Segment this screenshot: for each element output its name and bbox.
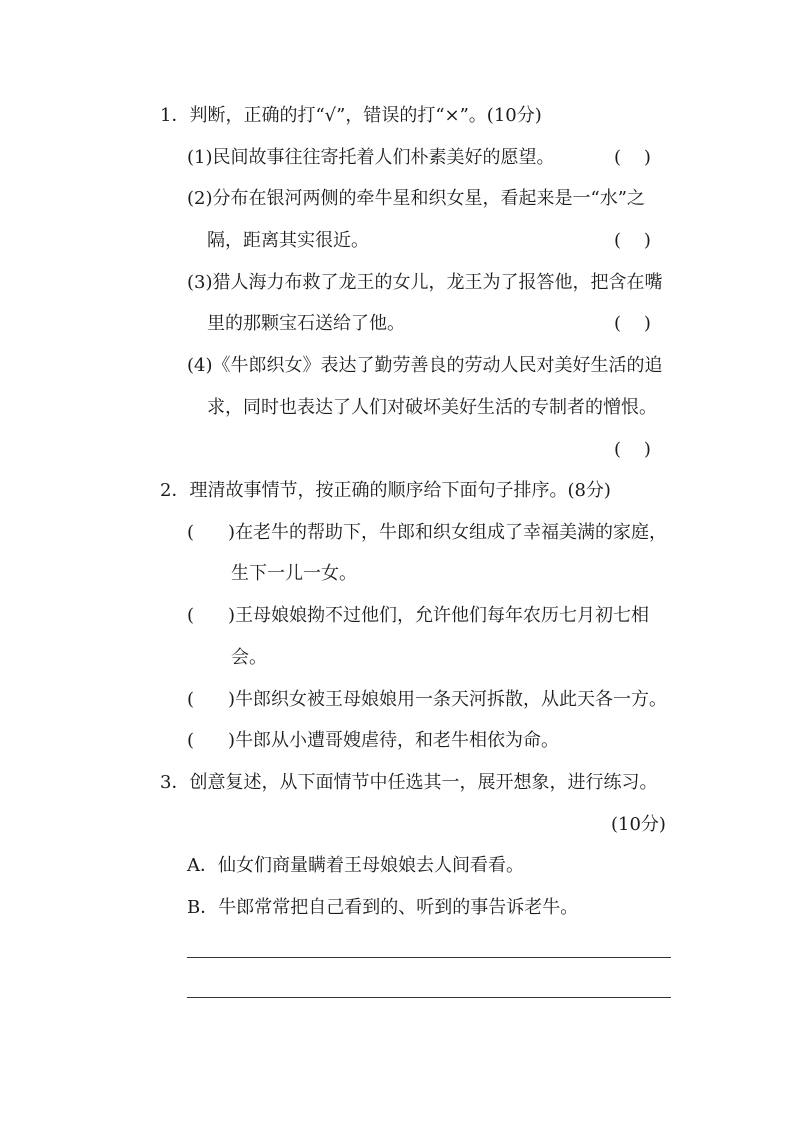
q2-item-4-close-paren: ) [228,730,236,751]
q1-item-1-answer-blank[interactable]: ( ) [614,147,651,168]
answer-line-1[interactable] [187,957,671,958]
q3-option-a-label: A． [187,855,218,876]
q1-item-2-line2: 隔，距离其实很近。 [207,230,369,251]
question-2-text: 理清故事情节，按正确的顺序给下面句子排序。(8分) [189,480,611,501]
q2-item-3-line1: 牛郎织女被王母娘娘用一条天河拆散，从此天各一方。 [235,689,668,710]
q2-item-3-close-paren: ) [228,689,236,710]
q2-item-1 [187,521,667,545]
q1-item-1: (1)民间故事往往寄托着人们朴素美好的愿望。 [187,147,555,168]
q1-item-3-line1: (3)猎人海力布救了龙王的女儿，龙王为了报答他，把含在嘴 [187,272,663,293]
q1-item-3-answer-blank[interactable]: ( ) [614,313,651,334]
question-2-prompt [160,479,611,503]
q1-item-4-line2: 求，同时也表达了人们对破坏美好生活的专制者的憎恨。 [207,397,657,418]
question-3-text: 创意复述，从下面情节中任选其一，展开想象，进行练习。 [189,772,658,793]
q3-option-a [187,854,524,878]
q3-option-a-text: 仙女们商量瞒着王母娘娘去人间看看。 [218,855,524,876]
q2-item-2 [187,604,649,628]
q2-item-2-line1: 王母娘娘拗不过他们，允许他们每年农历七月初七相 [235,605,650,626]
q2-item-4-line1: 牛郎从小遭哥嫂虐待，和老牛相依为命。 [235,730,560,751]
q1-item-4-line1: (4)《牛郎织女》表达了勤劳善良的劳动人民对美好生活的追 [187,355,663,376]
q2-item-1-open-paren[interactable]: ( [187,522,195,543]
q1-item-3-line2: 里的那颗宝石送给了他。 [207,313,405,334]
q2-item-1-line2: 生下一儿一女。 [231,563,357,584]
q2-item-1-line1: 在老牛的帮助下，牛郎和织女组成了幸福美满的家庭， [235,522,668,543]
q2-item-2-close-paren: ) [228,605,236,626]
q2-item-2-open-paren[interactable]: ( [187,605,195,626]
q2-item-1-close-paren: ) [228,522,236,543]
q3-option-b [187,896,578,920]
question-3-score: (10分) [611,814,666,835]
question-2-number: 2． [160,480,190,501]
q3-option-b-text: 牛郎常常把自己看到的、听到的事告诉老牛。 [218,897,579,918]
question-1-text: 判断，正确的打“√”，错误的打“×”。(10分) [189,105,542,126]
question-3-prompt [160,771,657,795]
answer-line-2[interactable] [187,997,671,998]
q2-item-3 [187,688,667,712]
question-1-prompt [160,104,542,128]
q2-item-4-open-paren[interactable]: ( [187,730,195,751]
q2-item-4 [187,729,559,753]
q3-option-b-label: B． [187,897,219,918]
q2-item-3-open-paren[interactable]: ( [187,689,195,710]
question-1-number: 1． [160,105,190,126]
q1-item-2-answer-blank[interactable]: ( ) [614,230,651,251]
q1-item-4-answer-blank[interactable]: ( ) [614,439,651,460]
q2-item-2-line2: 会。 [231,647,267,668]
question-3-number: 3． [160,772,190,793]
q1-item-2-line1: (2)分布在银河两侧的牵牛星和织女星，看起来是一“水”之 [187,188,645,209]
